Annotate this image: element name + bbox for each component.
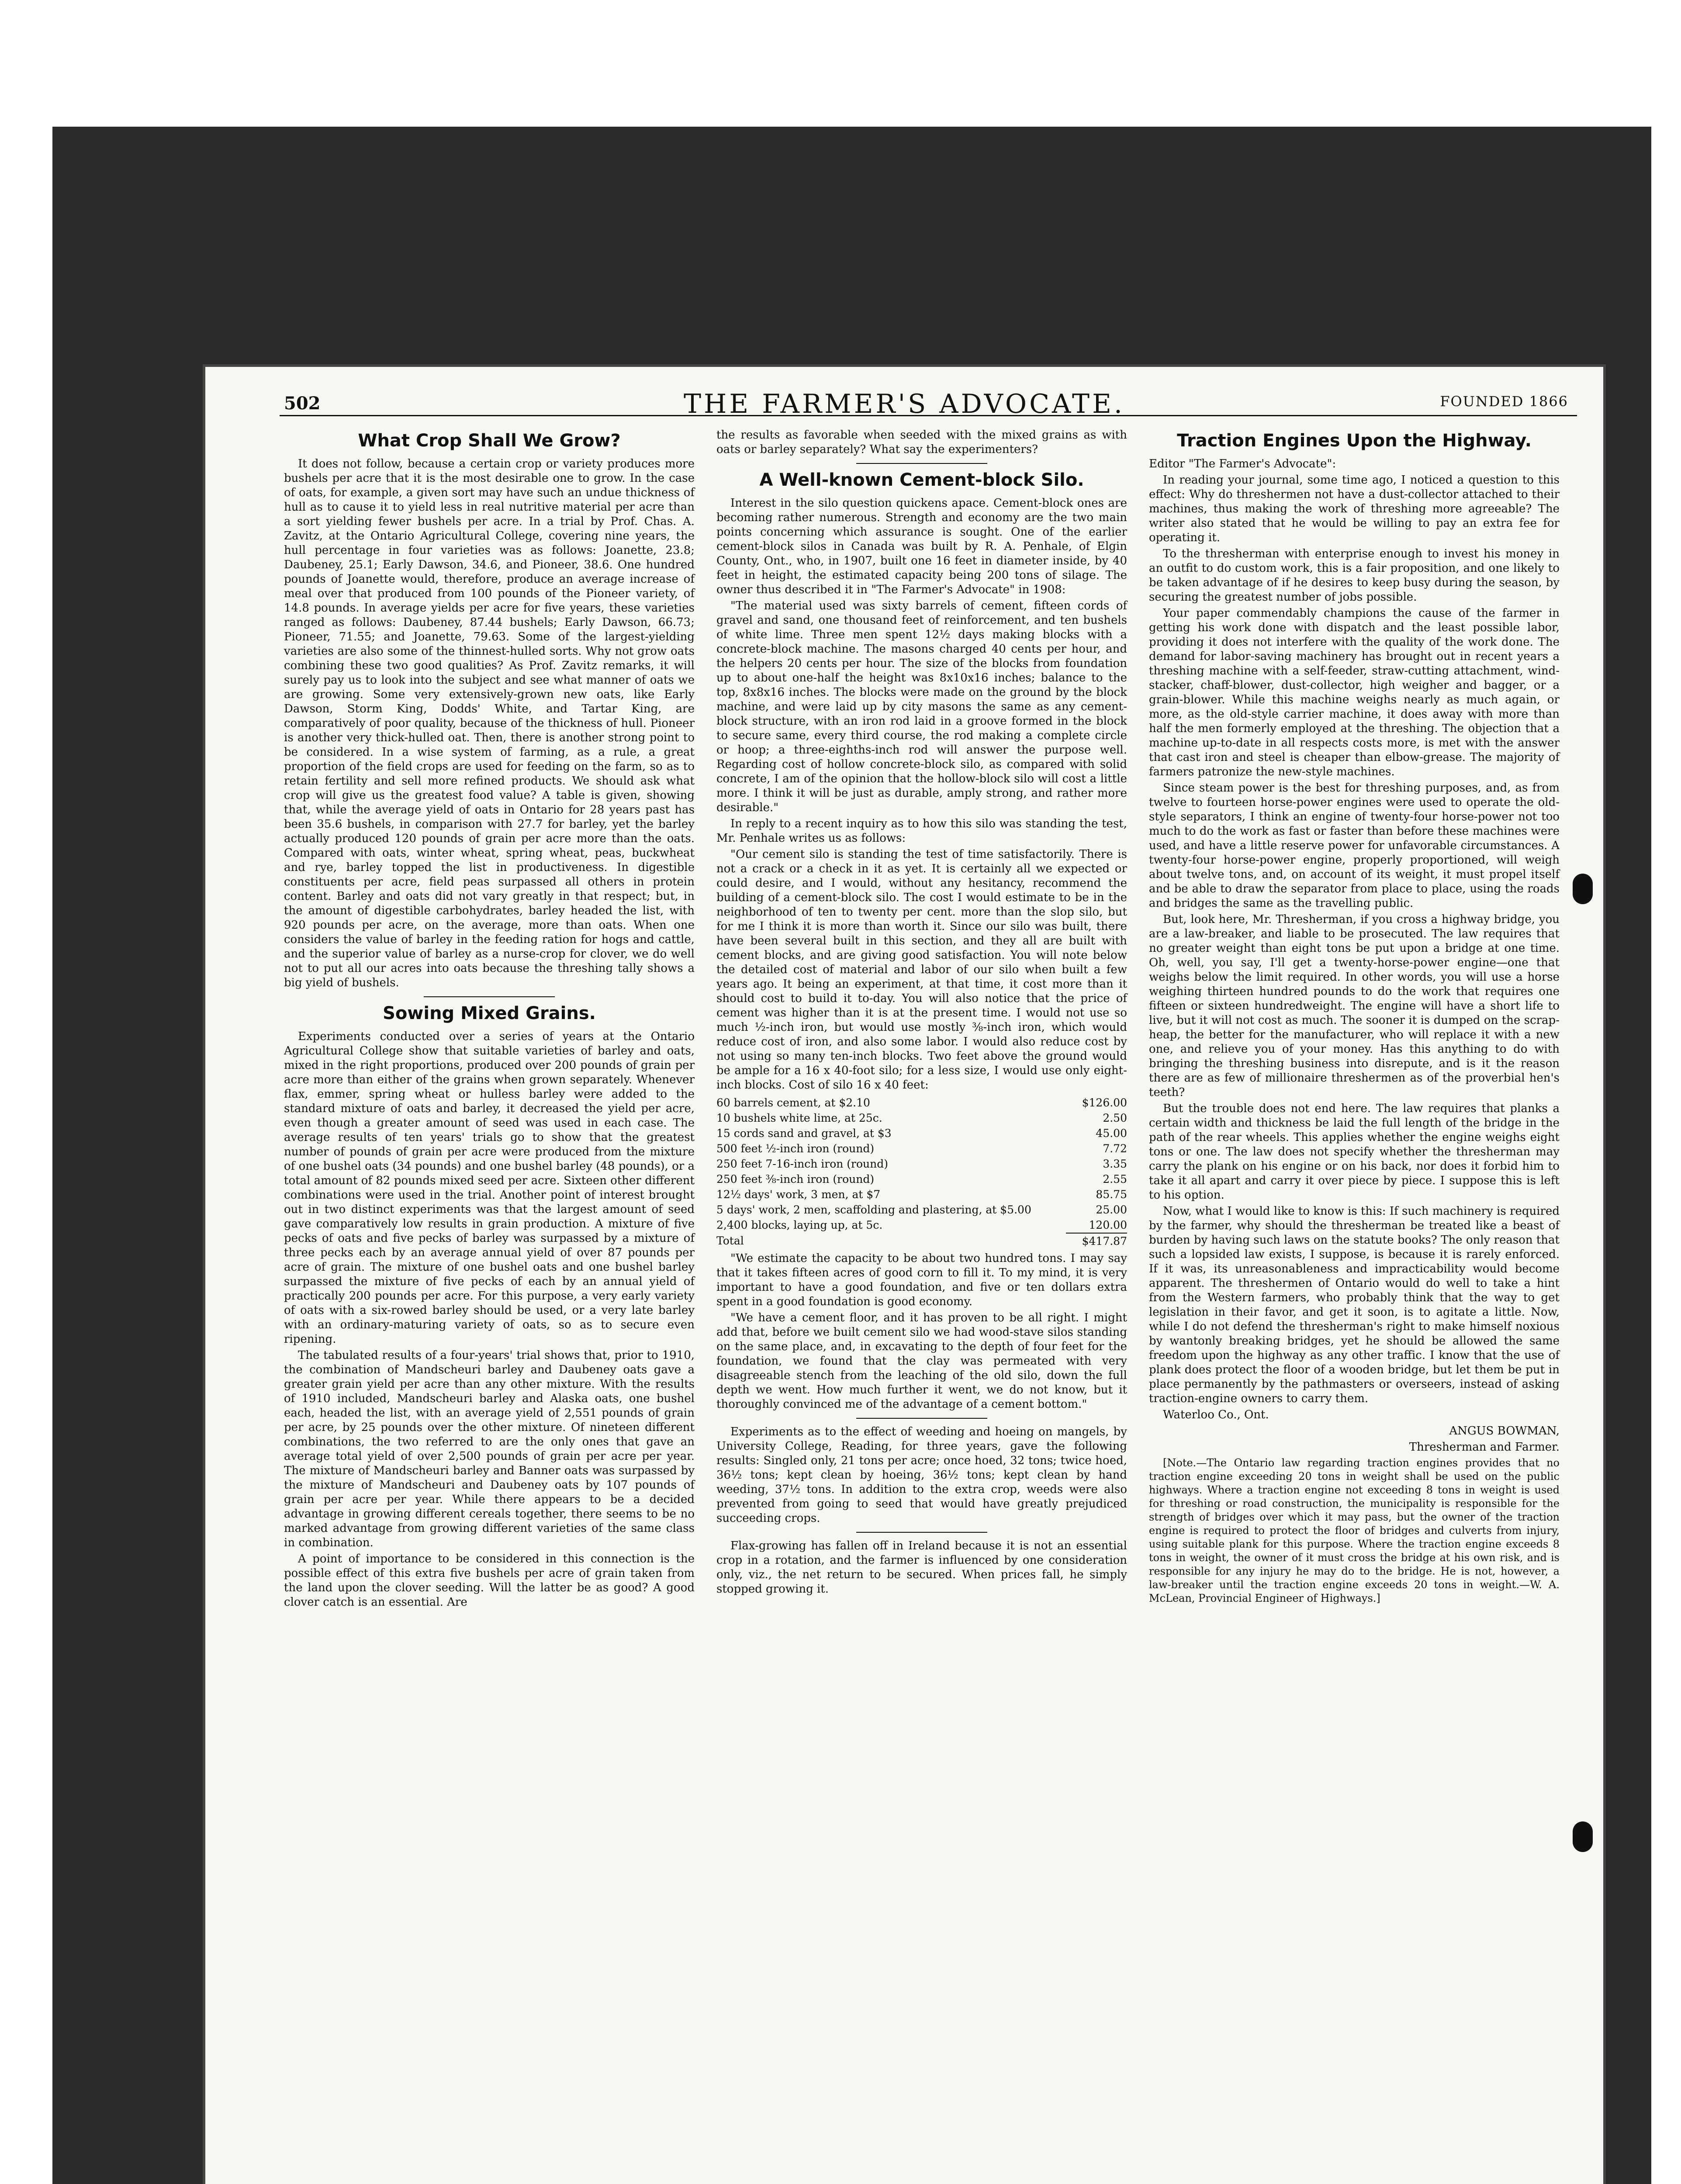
letter-location: Waterloo Co., Ont. (1163, 1408, 1269, 1421)
cost-amount: 25.00 (1096, 1203, 1127, 1216)
article-separator (424, 996, 555, 997)
article-continuation: the results as favorable when seeded with the mixed grains as with oats or barley separately? What say the experimenters? (716, 429, 1127, 456)
cost-total-amount: $417.87 (1066, 1233, 1127, 1249)
cost-row (716, 1171, 1127, 1187)
editor-note: [Note.—The Ontario law regarding traction engines provides that no traction engine exceeding 20 tons in weight shall be used on the public highways. Where a traction engine not exceeding 8 tons in weight is used for threshing or road construction, the municipality is responsible for the strength of bridges over which it may pass, but the owner of the traction engine is required to protect the floor of bridges and culverts from injury, using suitable plank for this purpose. Where the traction engine exceeds 8 tons in weight, the owner of it must cross the bridge at his own risk, and is responsible for any injury he may do to the bridge. He is not, however, a law-breaker until the traction engine exceeds 20 tons in weight.—W. A. McLean, Provincial Engineer of Highways.] (1149, 1457, 1560, 1604)
column-1 (284, 428, 695, 1611)
article-paragraph: But the trouble does not end here. The law requires that planks a certain width and thickness be laid the full length of the bridge in the path of the rear wheels. This applies whether the engine weighs eight tons or one. The law does not specify whether the thresherman may carry the plank on his engine or on his back, nor does it forbid him to take it all apart and carry it over piece by piece. I suppose this is left to his option. (1149, 1102, 1560, 1202)
article-title-cement-silo: A Well-known Cement-block Silo. (759, 470, 1084, 490)
cost-total-label: Total (716, 1234, 744, 1247)
cost-item: 250 feet 7-16-inch iron (round) (716, 1158, 889, 1170)
cost-item: 60 barrels cement, at $2.10 (716, 1096, 870, 1109)
article-paragraph: The tabulated results of a four-years' trial shows that, prior to 1910, the combination of Mandscheuri barley and Daubeney oats gave a greater grain yield per acre than any other mixture. With the results of 1910 included, Mandscheuri barley and Alaska oats, one bushel each, headed the list, with an average yield of 2,551 pounds of grain per acre, by 25 pounds over the other mixture. Of nineteen different combinations, the two referred to are the only ones that gave an average total yield of over 2,500 pounds of grain per acre per year. The mixture of Mandscheuri barley and Banner oats was surpassed by the mixture of Mandscheuri and Daubeney oats by 107 pounds of grain per acre per year. While there appears to be a decided advantage in growing different cereals together, there seems to be no marked advantage from growing different varieties of the same class in combination. (284, 1349, 695, 1549)
cost-item: 12½ days' work, 3 men, at $7 (716, 1188, 881, 1201)
cost-amount: 7.72 (1103, 1142, 1127, 1155)
article-paragraph: Your paper commendably champions the cause of the farmer in getting his work done with dispatch and the least possible labor, providing it does not interfere with the quality of the work done. The demand for labor-saving machinery has brought out in recent years a threshing machine with a self-feeder, straw-cutting attachment, wind-stacker, chaff-blower, dust-collector, high weigher and bagger, or a grain-blower. While this machine weighs nearly as much again, or more, as the old-style carrier machine, it does away with more than half the men formerly employed at the threshing. The objection that a machine up-to-date in all respects costs more, is met with the answer that cast iron and steel is cheaper than elbow-grease. The majority of farmers patronize the new-style machines. (1149, 607, 1560, 778)
cost-item: 5 days' work, 2 men, scaffolding and plastering, at $5.00 (716, 1203, 1031, 1216)
cost-row (716, 1141, 1127, 1156)
cost-amount: 45.00 (1096, 1127, 1127, 1140)
article-separator (856, 1418, 987, 1419)
page-number: 502 (284, 393, 321, 414)
column-2 (716, 428, 1127, 1598)
article-paragraph: Experiments conducted over a series of years at the Ontario Agricultural College show that suitable varieties of barley and oats, mixed in the right proportions, produced over 200 pounds of grain per acre more than either of the grains when grown separately. Whenever flax, emmer, spring wheat or hulless barley were added to the standard mixture of oats and barley, it decreased the yield per acre, even though a greater amount of seed was used in each case. The average results of ten years' trials go to show that the greatest number of pounds of grain per acre were produced from the mixture of one bushel oats (34 pounds) and one bushel barley (48 pounds), or a total amount of 82 pounds mixed seed per acre. Sixteen other different combinations were used in the trial. Another point of interest brought out in two distinct experiments was that the largest amount of seed gave comparatively low results in grain production. A mixture of five pecks of oats and five pecks of barley was surpassed by a mixture of three pecks each by an average annual yield of over 87 pounds per acre of grain. The mixture of one bushel oats and one bushel barley surpassed the mixture of five pecks of each by an annual yield of practically 200 pounds per acre. For this purpose, a very early variety of oats with a six-rowed barley should be used, or a very late barley with an ordinary-maturing variety of oats, so as to secure even ripening. (284, 1030, 695, 1346)
cost-row (716, 1110, 1127, 1126)
cost-row (716, 1202, 1127, 1217)
article-separator (856, 463, 987, 464)
article-paragraph: A point of importance to be considered in this connection is the possible effect of this extra five bushels per acre of grain taken from the land upon the clover seeding. Will the latter be as good? A good clover catch is an essential. Are (284, 1552, 695, 1609)
article-paragraph: Interest in the silo question quickens apace. Cement-block ones are becoming rather numerous. Strength and economy are the two main points concerning which assurance is sought. One of the earlier cement-block silos in Canada was built by R. A. Penhale, of Elgin County, Ont., who, in 1907, built one 16 feet in diameter inside, by 40 feet in height, the estimated capacity being 200 tons of silage. The owner thus described it in "The Farmer's Advocate" in 1908: (716, 497, 1127, 596)
column-3 (1149, 428, 1560, 1607)
cost-item: 10 bushels white lime, at 25c. (716, 1112, 882, 1124)
silo-cost-table (716, 1095, 1127, 1249)
article-paragraph: Now, what I would like to know is this: If such machinery is required by the farmer, why should the thresherman be treated like a beast of burden by having such laws on the statute books? The only reason that such a lopsided law exists, I suppose, is because it is rarely enforced. If it was, its unreasonableness and impracticability would become apparent. The threshermen of Ontario would do well to take a hint from the Western farmers, who probably think that the way to get legislation in their favor, and get it soon, is to agitate a little. Now, while I do not defend the thresherman's right to make himself noxious by wantonly breaking bridges, yet he should be allowed the same freedom upon the highway as any other traffic. I know that the use of plank does protect the floor of a wooden bridge, but let them be put in place permanently by the pathmasters or overseers, instead of asking traction-engine owners to carry them. (1149, 1205, 1560, 1405)
cost-total-row (716, 1233, 1127, 1249)
article-paragraph: Since steam power is the best for threshing purposes, and, as from twelve to fourteen horse-power engines were used to operate the old-style separators, I think an engine of twenty-four horse-power not too much to do the work as fast or faster than before these machines were used, and have a little reserve power for unfavorable circumstances. A twenty-four horse-power engine, properly proportioned, will weigh about twelve tons, and, on account of its weight, it must propel itself and be able to draw the separator from place to place, using the roads and bridges the same as the travelling public. (1149, 781, 1560, 910)
letter-author-title: Thresherman and Farmer. (1409, 1441, 1560, 1454)
article-paragraph: "Our cement silo is standing the test of time satisfactorily. There is not a crack or a check in it as yet. It is certainly all we expected or could desire, and I would, without any hesitancy, recommend the building of a cement-block silo. The cost I would estimate to be in the neighborhood of ten to twenty per cent. more than the slop silo, but for me I think it is more than worth it. Since our silo was built, there have been several built in this section, and they all are built with cement blocks, and are giving good satisfaction. You will note below the detailed cost of material and labor of our silo when built a few years ago. It being an experiment, at that time, it cost more than it should cost to build it to-day. You will also notice that the price of cement was higher than it is at the present time. I would not use so much ½-inch iron, but would use mostly ⅜-inch iron, which would reduce cost of iron, and also some labor. I would also reduce cost by not using so many ten-inch blocks. Two feet above the ground would be ample for a 16 x 40-foot silo; for a less size, I would use only eight-inch blocks. Cost of silo 16 x 40 feet: (716, 848, 1127, 1092)
header-rule (280, 415, 1577, 416)
binding-hole (1573, 1821, 1593, 1852)
article-title-what-crop: What Crop Shall We Grow? (358, 431, 621, 451)
cost-amount: 120.00 (1089, 1219, 1127, 1231)
article-paragraph: In reading your journal, some time ago, I noticed a question to this effect: Why do threshermen not have a dust-collector attached to their machines, thus making the work of threshing more agreeable? The writer also stated that he would be willing to pay an extra fee for operating it. (1149, 473, 1560, 544)
cost-item: 250 feet ⅜-inch iron (round) (716, 1173, 875, 1185)
founded-note: FOUNDED 1866 (1440, 393, 1568, 410)
letter-author: ANGUS BOWMAN, (1449, 1424, 1560, 1438)
masthead: THE FARMER'S ADVOCATE. (684, 389, 1125, 419)
cost-amount: 3.35 (1103, 1158, 1127, 1170)
article-paragraph: "We estimate the capacity to be about two hundred tons. I may say that it takes fifteen acres of good corn to fill it. To my mind, it is very important to have a good foundation, and five or ten dollars extra spent in a good foundation is good economy. (716, 1252, 1127, 1308)
cost-row (716, 1217, 1127, 1233)
article-paragraph: It does not follow, because a certain crop or variety produces more bushels per acre that it is the most desirable one to grow. In the case of oats, for example, a given sort may have such an undue thickness of hull as to cause it to yield less in real nutritive material per acre than a sort yielding fewer bushels per acre. In a trial by Prof. Chas. A. Zavitz, at the Ontario Agricultural College, covering nine years, the hull percentage in four varieties was as follows: Joanette, 23.8; Daubeney, 25.1; Early Dawson, 34.6, and Pioneer, 38.6. One hundred pounds of Joanette would, therefore, produce an average increase of meal over that produced from 100 pounds of the Pioneer variety, of 14.8 pounds. In average yields per acre for five years, these varieties ranged as follows: Daubeney, 87.44 bushels; Early Dawson, 66.73; Pioneer, 71.55; and Joanette, 79.63. Some of the largest-yielding varieties are also some of the thinnest-hulled sorts. Why not grow oats combining these two good qualities? As Prof. Zavitz remarks, it will surely pay us to look into the subject and see what manner of oats we are growing. Some very extensively-grown new oats, like Early Dawson, Storm King, Dodds' White, and Tartar King, are comparatively of poor quality, because of the thickness of hull. Pioneer is another very thick-hulled oat. Then, there is another strong point to be considered. In a wise system of farming, as a rule, a great proportion of the field crops are used for feeding on the farm, so as to retain fertility and sell more refined products. We should ask what crop will give us the greatest food value? A table is given, showing that, while the average yield of oats in Ontario for 28 years past has been 35.6 bushels, in comparison with 27.7 for barley, yet the barley actually produced 120 pounds of grain per acre more than the oats. Compared with oats, winter wheat, spring wheat, peas, buckwheat and rye, barley topped the list in productiveness. In digestible constituents per acre, field peas surpassed all others in protein content. Barley and oats did not vary greatly in that respect; but, in the amount of digestible carbohydrates, barley headed the list, with 920 pounds per acre, on the average, more than oats. When one considers the value of barley in the feeding ration for hogs and cattle, and the superior value of barley as a nurse-crop for clover, we do well not to put all our acres into oats because the threshing tally shows a big yield of bushels. (284, 457, 695, 989)
cost-amount: $126.00 (1082, 1096, 1127, 1109)
article-title-mixed-grains: Sowing Mixed Grains. (383, 1003, 596, 1023)
letter-salutation: Editor "The Farmer's Advocate": (1149, 457, 1336, 470)
article-paragraph-weeding: Experiments as to the effect of weeding and hoeing on mangels, by University College, Reading, for three years, gave the following results: Singled only, 21 tons per acre; once hoed, 32 tons; twice hoed, 36½ tons; kept clean by hoeing, 36½ tons; kept clean by hand weeding, 37½ tons. In addition to the extra crop, weeds were also prevented from going to seed that would have greatly prejudiced succeeding crops. (716, 1425, 1127, 1525)
article-title-traction-engines: Traction Engines Upon the Highway. (1177, 431, 1532, 451)
letter-signoff (1149, 1408, 1560, 1455)
cost-row (716, 1126, 1127, 1141)
cost-item: 15 cords sand and gravel, at $3 (716, 1127, 892, 1140)
cost-row (716, 1095, 1127, 1110)
binding-hole (1573, 874, 1593, 904)
cost-item: 500 feet ½-inch iron (round) (716, 1142, 875, 1155)
article-paragraph: To the thresherman with enterprise enough to invest his money in an outfit to do custom work, this is a fair proposition, and one likely to be taken advantage of if he desires to keep busy during the season, by securing the greatest number of jobs possible. (1149, 547, 1560, 604)
article-separator (856, 1532, 987, 1533)
cost-amount: 2.55 (1103, 1173, 1127, 1185)
cost-item: 2,400 blocks, laying up, at 5c. (716, 1219, 883, 1231)
cost-row (716, 1187, 1127, 1202)
article-paragraph: In reply to a recent inquiry as to how this silo was standing the test, Mr. Penhale writes us as follows: (716, 817, 1127, 845)
article-paragraph-flax: Flax-growing has fallen off in Ireland because it is not an essential crop in a rotation, and the farmer is influenced by one consideration only, viz., the net return to be secured. When prices fall, he simply stopped growing it. (716, 1539, 1127, 1596)
cost-amount: 85.75 (1096, 1188, 1127, 1201)
page-header (205, 389, 1603, 424)
article-paragraph: "The material used was sixty barrels of cement, fifteen cords of gravel and sand, one thousand feet of reinforcement, and ten bushels of white lime. Three men spent 12½ days making blocks with a concrete-block machine. The masons charged 40 cents per hour, and the helpers 20 cents per hour. The size of the blocks from foundation up to about one-half the height was 8x10x16 inches; balance to the top, 8x8x16 inches. The blocks were made on the ground by the block machine, and were laid up by city masons the same as any cement-block structure, with an iron rod laid in a groove formed in the block to secure same, every third course, the rod making a complete circle or hoop; a three-eighths-inch rod will answer the purpose well. Regarding cost of hollow concrete-block silo, as compared with solid concrete, I am of the opinion that the hollow-block silo will cost a little more. I think it will be just as durable, amply strong, and rather more desirable." (716, 599, 1127, 814)
cost-amount: 2.50 (1103, 1112, 1127, 1124)
article-paragraph: But, look here, Mr. Thresherman, if you cross a highway bridge, you are a law-breaker, and liable to be prosecuted. The law requires that no greater weight than eight tons be put upon a bridge at one time. Oh, well, you say, I'll get a twenty-horse-power engine—one that weighs below the limit required. In other words, you will use a horse weighing thirteen hundred pounds to do the work that requires one fifteen or sixteen hundredweight. The engine will have a short life to live, but it will not cost as much. The sooner it is dumped on the scrap-heap, the better for the manufacturer, who will replace it with a new one, and relieve you of your money. Has this anything to do with bringing the threshing business into disrepute, and is it the reason there are as few of millionaire threshermen as of the proverbial hen's teeth? (1149, 913, 1560, 1099)
cost-row (716, 1156, 1127, 1171)
article-paragraph: "We have a cement floor, and it has proven to be all right. I might add that, before we built cement silo we had wood-stave silos standing on the same place, and, in excavating to the depth of four feet for the foundation, we found that the clay was permeated with very disagreeable stench from the leaching of the old silo, down the full depth we went. How much further it went, we do not know, but it thoroughly convinced me of the advantage of a cement bottom." (716, 1311, 1127, 1411)
newspaper-page (205, 367, 1603, 2184)
